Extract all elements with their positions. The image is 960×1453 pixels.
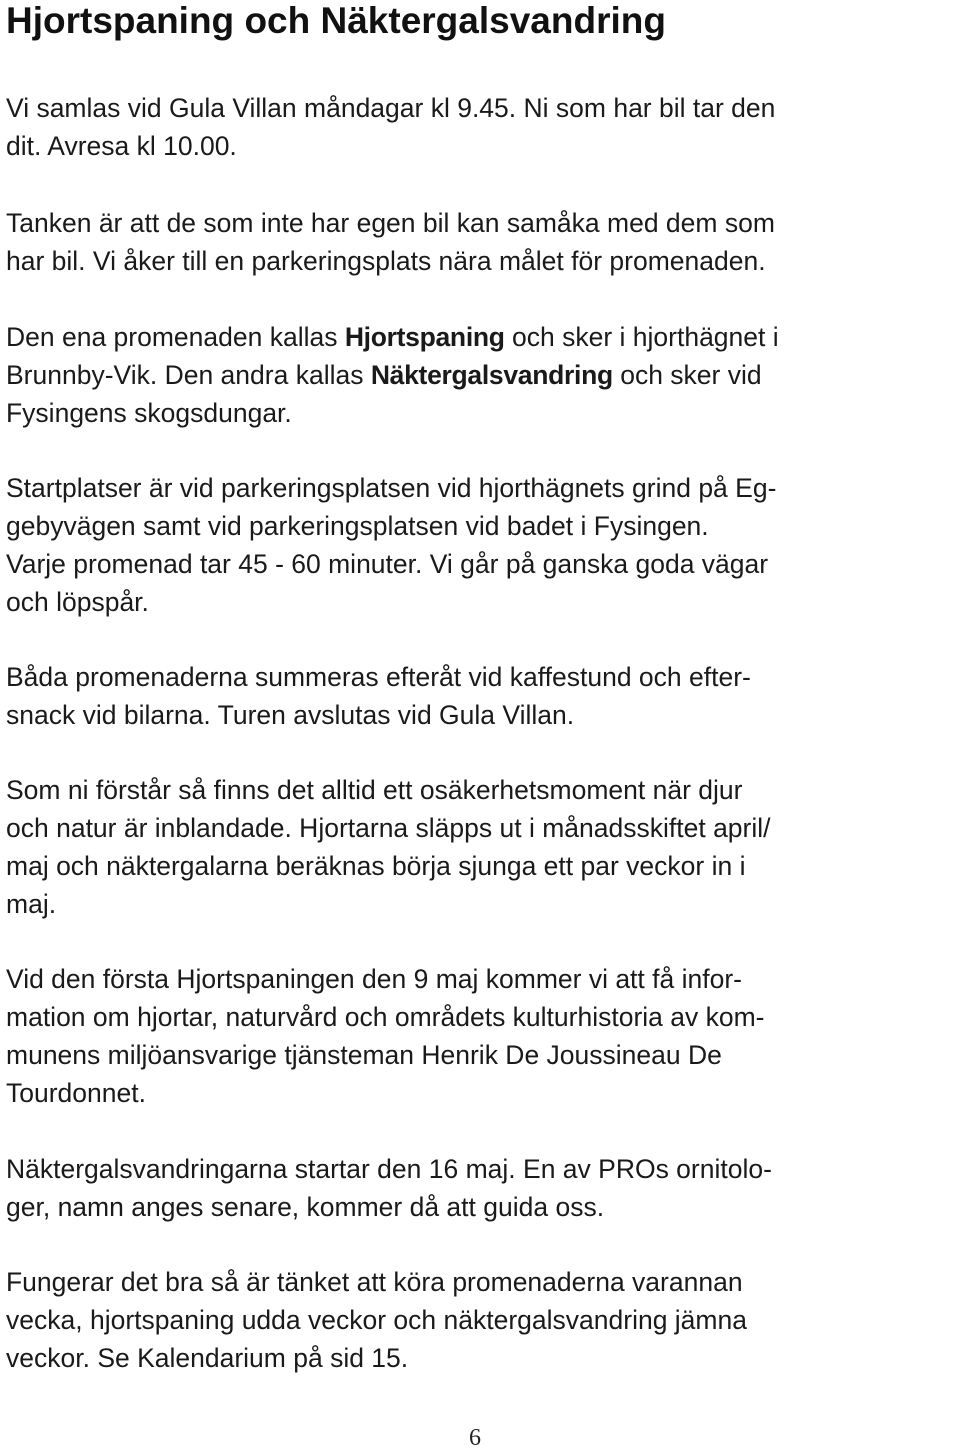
text-line: Näktergalsvandringarna startar den 16 maj. En av PROs ornitolo- [6,1154,772,1184]
text-line: gebyvägen samt vid parkeringsplatsen vid badet i Fysingen. [6,511,709,541]
text-line: munens miljöansvarige tjänsteman Henrik De Joussineau De [6,1040,722,1070]
text-segment: Den ena promenaden kallas [6,322,345,352]
paragraph-nightingale-walks [6,1150,956,1226]
paragraph-summary [6,658,956,734]
text-line [6,318,956,356]
text-line: Båda promenaderna summeras efteråt vid kaffestund och efter- [6,662,751,692]
text-line: Tanken är att de som inte har egen bil kan samåka med dem som [6,208,775,238]
paragraph-schedule [6,1263,956,1377]
paragraph-start-locations [6,469,956,621]
text-line: ger, namn anges senare, kommer då att guida oss. [6,1192,605,1222]
text-line: mation om hjortar, naturvård och områdets kulturhistoria av kom- [6,1002,765,1032]
text-line: Vi samlas vid Gula Villan måndagar kl 9.45. Ni som har bil tar den [6,93,776,123]
paragraph-walk-names [6,318,956,432]
text-line: Fungerar det bra så är tänket att köra promenaderna varannan [6,1267,743,1297]
text-line: veckor. Se Kalendarium på sid 15. [6,1343,409,1373]
text-line: Som ni förstår så finns det alltid ett osäkerhetsmoment när djur [6,775,743,805]
paragraph-meeting-time [6,89,956,165]
text-line: dit. Avresa kl 10.00. [6,131,237,161]
text-line: Varje promenad tar 45 - 60 minuter. Vi går på ganska goda vägar [6,549,769,579]
text-line: maj. [6,889,57,919]
page-title: Hjortspaning och Näktergalsvandring [6,0,666,41]
text-line: och natur är inblandade. Hjortarna släpps ut i månadsskiftet april/ [6,813,771,843]
text-segment: och sker vid [612,360,762,390]
text-line: vecka, hjortspaning udda veckor och näktergalsvandring jämna [6,1305,747,1335]
bold-walk-name: Hjortspaning [344,322,505,352]
text-line: Fysingens skogsdungar. [6,398,292,428]
text-segment: och sker i hjorthägnet i [504,322,779,352]
bold-walk-name: Näktergalsvandring [370,360,613,390]
text-line: snack vid bilarna. Turen avslutas vid Gula Villan. [6,700,575,730]
text-line [6,356,956,394]
text-line: Startplatser är vid parkeringsplatsen vid hjorthägnets grind på Eg- [6,473,777,503]
paragraph-first-deer-walk [6,960,956,1112]
text-line: Vid den första Hjortspaningen den 9 maj kommer vi att få infor- [6,964,742,994]
text-line: och löpspår. [6,587,149,617]
paragraph-carpooling [6,204,956,280]
text-line: har bil. Vi åker till en parkeringsplats nära målet för promenaden. [6,246,766,276]
text-line: Tourdonnet. [6,1078,146,1108]
page-number: 6 [469,1425,481,1451]
text-segment: Brunnby-Vik. Den andra kallas [6,360,371,390]
paragraph-uncertainty [6,771,956,923]
text-line: maj och näktergalarna beräknas börja sjunga ett par veckor in i [6,851,746,881]
